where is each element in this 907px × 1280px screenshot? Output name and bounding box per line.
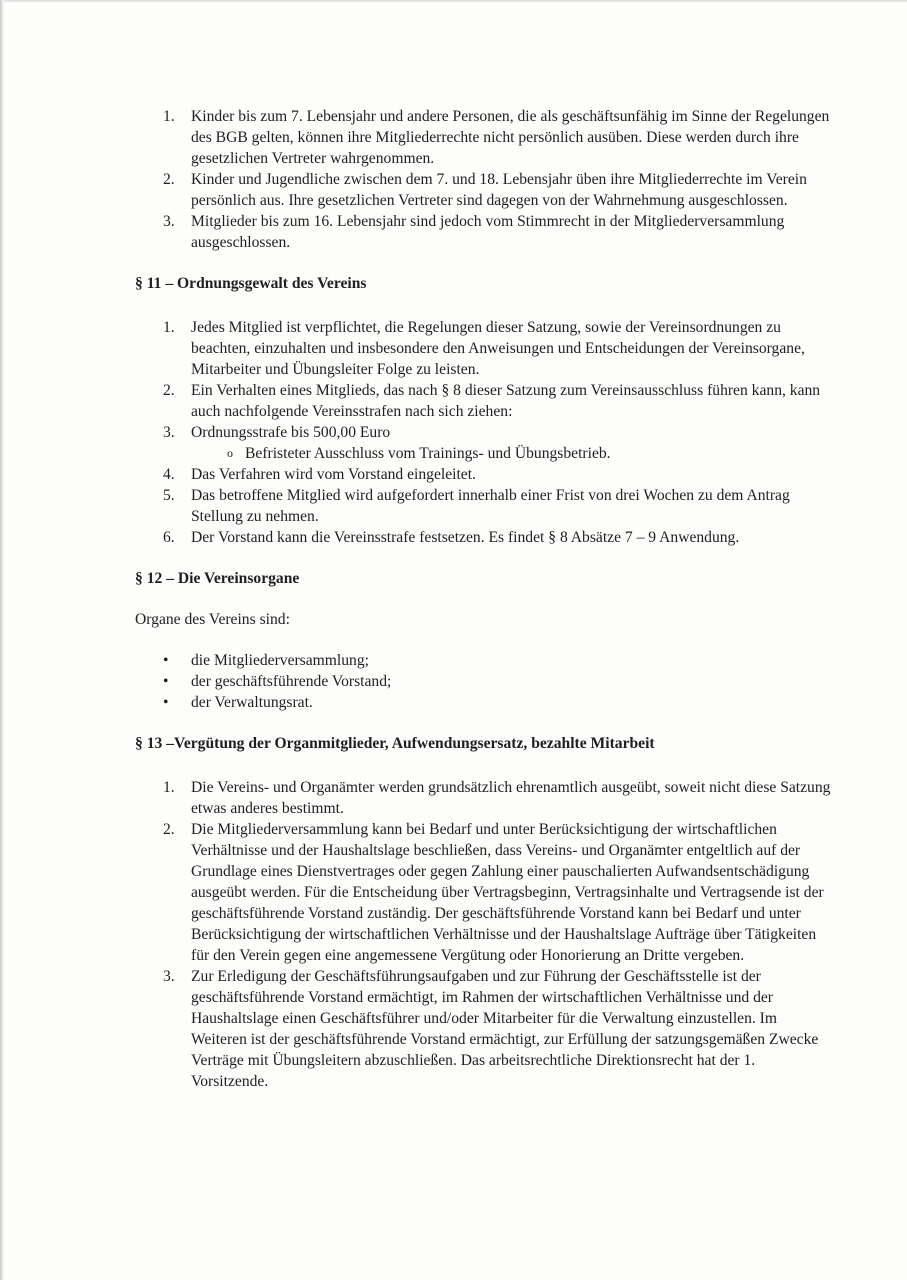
bullet-icon: •: [163, 673, 169, 690]
item-number: 5.: [163, 487, 175, 504]
scan-edge-top: [0, 0, 907, 3]
section10-item-2: [135, 169, 835, 211]
item-number: 3.: [163, 968, 175, 985]
item-text: Das betroffene Mitglied wird aufgefordert innerhalb einer Frist von drei Wochen zu dem Antrag Stellung zu nehmen.: [191, 487, 790, 525]
item-number: 3.: [163, 213, 175, 230]
section11-item-4: [135, 464, 835, 485]
organ-text: der geschäftsführende Vorstand;: [191, 673, 392, 690]
item-text: Ein Verhalten eines Mitglieds, das nach § 8 dieser Satzung zum Vereinsausschluss führen kann, kann auch nachfolgende Vereinsstrafen nach sich ziehen:: [191, 382, 821, 420]
item-text: Jedes Mitglied ist verpflichtet, die Regelungen dieser Satzung, sowie der Vereinsordnungen zu beachten, einzuhalten und insbesondere den Anweisungen und Entscheidungen der Vereinsorgane, Mitarbeiter und Übungsleiter Folge zu leisten.: [191, 319, 805, 378]
section12-intro: Organe des Vereins sind:: [135, 611, 290, 628]
section11-item-2: [135, 380, 835, 422]
item-text: Ordnungsstrafe bis 500,00 Euro: [191, 424, 391, 441]
scan-edge-left: [0, 0, 4, 1280]
organ-item-1: [135, 650, 835, 671]
section12-heading: § 12 – Die Vereinsorgane: [135, 570, 300, 587]
section11-sub-item: [135, 443, 835, 464]
item-text: Die Mitgliederversammlung kann bei Bedarf und unter Berücksichtigung der wirtschaftlichen Verhältnisse und der Haushaltslage beschließen, dass Vereins- und Organämter entgeltlich auf der Grundlage eines Dienstvertrages oder gegen Zahlung einer pauschalierten Aufwandsentschädigung ausgeübt werden. Für die Entscheidung über Vertragsbeginn, Vertragsinhalte und Vertragsende ist der geschäftsführende Vorstand zuständig. Der geschäftsführende Vorstand kann bei Bedarf und unter Berücksichtigung der wirtschaftlichen Verhältnisse und der Haushaltslage Aufträge über Tätigkeiten für den Verein gegen eine angemessene Vergütung oder Honorierung an Dritte vergeben.: [191, 821, 824, 964]
item-number: 4.: [163, 466, 175, 483]
item-number: 2.: [163, 382, 175, 399]
sub-item-text: Befristeter Ausschluss vom Trainings- und Übungsbetrieb.: [245, 445, 611, 462]
section13-item-3: [135, 966, 835, 1092]
bullet-icon: •: [163, 652, 169, 669]
section11-item-1: [135, 317, 835, 380]
section10-item-3: [135, 211, 835, 253]
item-text: Kinder und Jugendliche zwischen dem 7. und 18. Lebensjahr üben ihre Mitgliederrechte im Verein persönlich aus. Ihre gesetzlichen Vertreter sind dagegen von der Wahrnehmung ausgeschlossen.: [191, 171, 807, 209]
section12-organ-list: [135, 650, 835, 713]
item-number: 3.: [163, 424, 175, 441]
item-number: 2.: [163, 821, 175, 838]
item-text: Die Vereins- und Organämter werden grundsätzlich ehrenamtlich ausgeübt, soweit nicht diese Satzung etwas anderes bestimmt.: [191, 779, 831, 817]
item-number: 1.: [163, 779, 175, 796]
organ-item-3: [135, 692, 835, 713]
section13-list: [135, 777, 835, 1092]
item-number: 2.: [163, 171, 175, 188]
item-text: Mitglieder bis zum 16. Lebensjahr sind jedoch vom Stimmrecht in der Mitgliederversammlung ausgeschlossen.: [191, 213, 785, 251]
organ-text: der Verwaltungsrat.: [191, 694, 313, 711]
section13-item-1: [135, 777, 835, 819]
section10-item-1: [135, 106, 835, 169]
item-text: Der Vorstand kann die Vereinsstrafe festsetzen. Es findet § 8 Absätze 7 – 9 Anwendung.: [191, 529, 740, 546]
section11-item-3: [135, 422, 835, 464]
section11-heading: § 11 – Ordnungsgewalt des Vereins: [135, 275, 367, 292]
item-number: 6.: [163, 529, 175, 546]
bullet-icon: •: [163, 694, 169, 711]
section11-item-5: [135, 485, 835, 527]
section13-heading: § 13 –Vergütung der Organmitglieder, Aufwendungsersatz, bezahlte Mitarbeit: [135, 735, 655, 752]
document-body: [135, 106, 835, 1092]
organ-item-2: [135, 671, 835, 692]
section11-sub-list: [135, 443, 835, 464]
organ-text: die Mitgliederversammlung;: [191, 652, 369, 669]
item-text: Das Verfahren wird vom Vorstand eingeleitet.: [191, 466, 476, 483]
section13-item-2: [135, 819, 835, 966]
item-number: 1.: [163, 108, 175, 125]
item-text: Kinder bis zum 7. Lebensjahr und andere Personen, die als geschäftsunfähig im Sinne der Regelungen des BGB gelten, können ihre Mitgliederrechte nicht persönlich ausüben. Diese werden durch ihre gesetzlichen Vertreter wahrgenommen.: [191, 108, 830, 167]
section10-list: [135, 106, 835, 253]
item-text: Zur Erledigung der Geschäftsführungsaufgaben und zur Führung der Geschäftsstelle ist der geschäftsführende Vorstand ermächtigt, im Rahmen der wirtschaftlichen Verhältnisse und der Haushaltslage einen Geschäftsführer und/oder Mitarbeiter für die Verwaltung einzustellen. Im Weiteren ist der geschäftsführende Vorstand ermächtigt, zur Erfüllung der satzungsgemäßen Zwecke Verträge mit Übungsleitern abzuschließen. Das arbeitsrechtliche Direktionsrecht hat der 1. Vorsitzende.: [191, 968, 819, 1090]
hollow-bullet-icon: o: [227, 446, 233, 460]
section11-list: [135, 317, 835, 548]
section11-item-6: [135, 527, 835, 548]
item-number: 1.: [163, 319, 175, 336]
